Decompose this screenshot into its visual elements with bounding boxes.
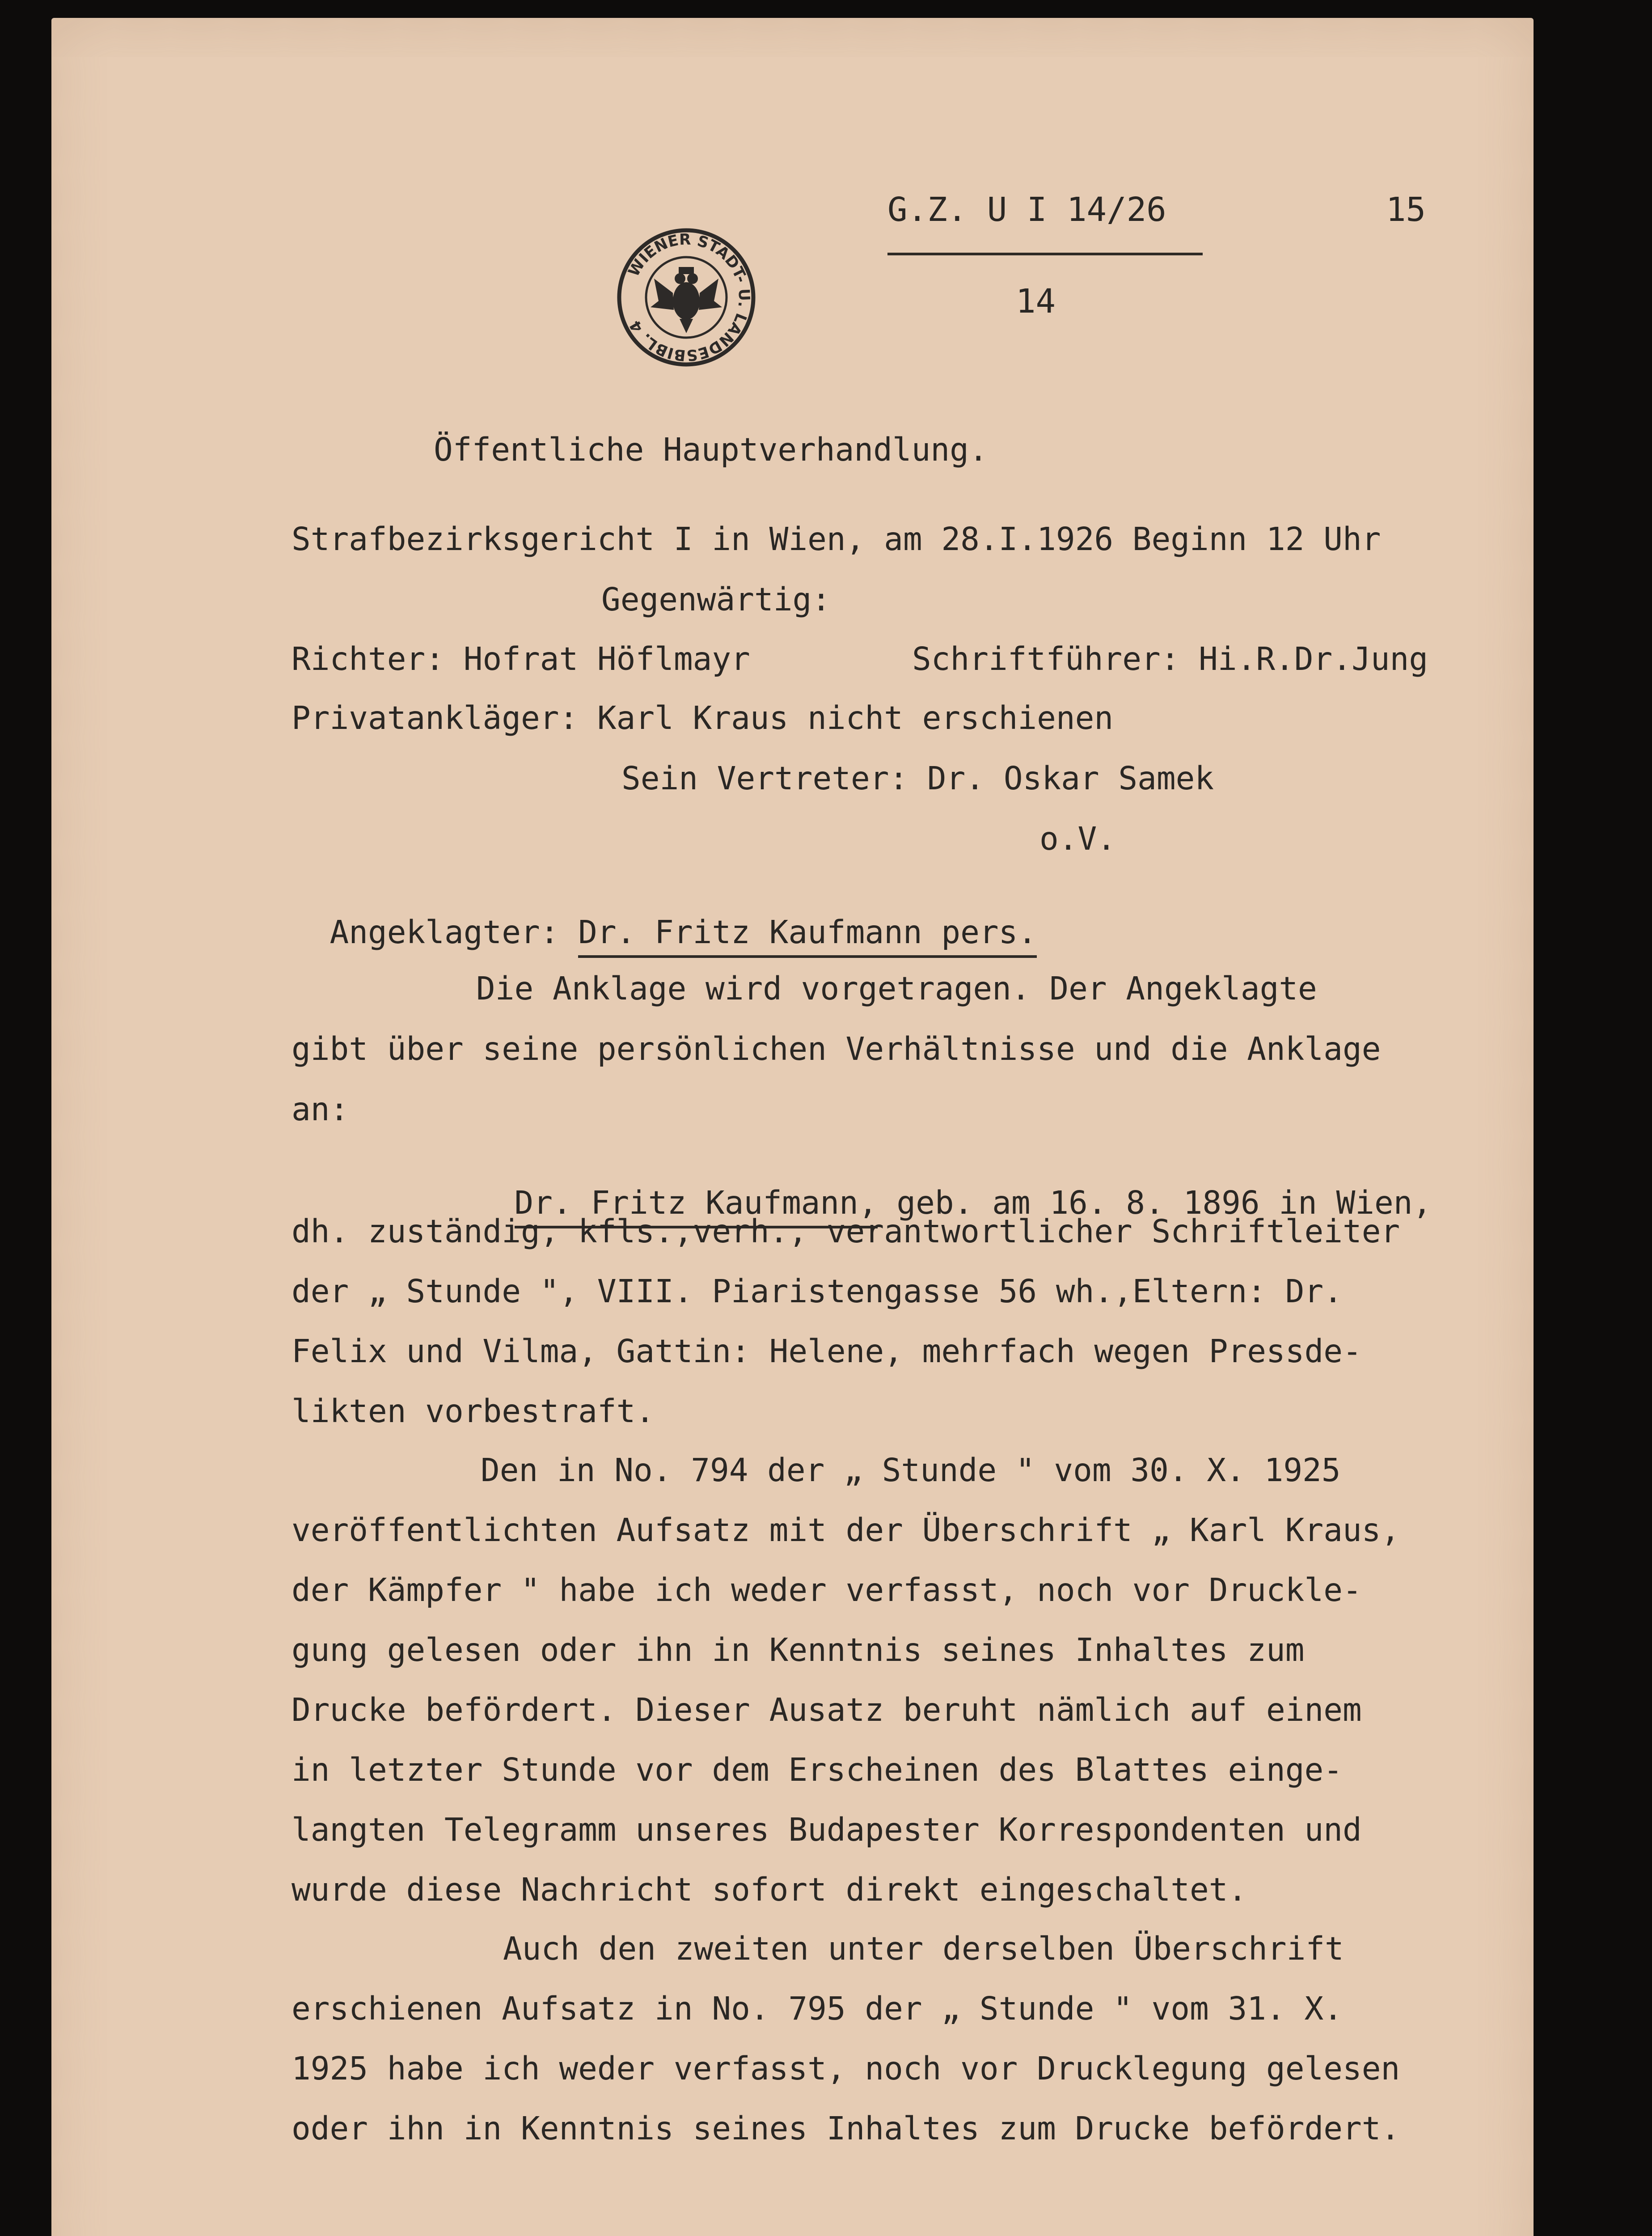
paragraph-line: erschienen Aufsatz in No. 795 der „ Stunde " vom 31. X. bbox=[292, 1990, 1343, 2027]
birth-details: geb. am 16. 8. 1896 in Wien, bbox=[877, 1184, 1432, 1221]
paragraph-line: langten Telegramm unseres Budapester Korrespondenten und bbox=[292, 1811, 1362, 1848]
paragraph-line: an: bbox=[292, 1091, 349, 1128]
eagle-emblem-icon bbox=[651, 267, 722, 333]
paragraph-line: oder ihn in Kenntnis seines Inhaltes zum Drucke befördert. bbox=[292, 2110, 1400, 2147]
paragraph-line bbox=[476, 1155, 1432, 1219]
paragraph-line: Den in No. 794 der „ Stunde " vom 30. X. 1925 bbox=[481, 1452, 1341, 1489]
paragraph-line: likten vorbestraft. bbox=[292, 1393, 655, 1430]
paragraph-line: der Kämpfer " habe ich weder verfasst, noch vor Druckle- bbox=[292, 1571, 1362, 1609]
stamp-text: WIENER STADT- U. LANDESBIBL. 4 bbox=[625, 230, 753, 364]
paragraph-line: wurde diese Nachricht sofort direkt eingeschaltet. bbox=[292, 1871, 1247, 1908]
clerk-line: Schriftführer: Hi.R.Dr.Jung bbox=[912, 640, 1428, 678]
paragraph-line: in letzter Stunde vor dem Erscheinen des Blattes einge- bbox=[292, 1751, 1343, 1788]
defendant-label: Angeklagter: bbox=[330, 914, 559, 951]
paragraph-line: Felix und Vilma, Gattin: Helene, mehrfach wegen Pressde- bbox=[292, 1333, 1362, 1370]
paragraph-line: Auch den zweiten unter derselben Überschrift bbox=[503, 1930, 1344, 1967]
judge-line: Richter: Hofrat Höflmayr bbox=[292, 640, 750, 678]
defendant-line bbox=[292, 885, 1037, 951]
paragraph-line: der „ Stunde ", VIII. Piaristengasse 56 wh.,Eltern: Dr. bbox=[292, 1273, 1343, 1310]
paragraph-line: Drucke befördert. Dieser Ausatz beruht nämlich auf einem bbox=[292, 1691, 1362, 1728]
page-number-secondary: 14 bbox=[1016, 282, 1056, 321]
header-rule bbox=[887, 253, 1203, 255]
file-number: G.Z. U I 14/26 bbox=[887, 191, 1166, 229]
paragraph-line: Die Anklage wird vorgetragen. Der Angeklagte bbox=[476, 970, 1317, 1007]
paragraph-line: veröffentlichten Aufsatz mit der Überschrift „ Karl Kraus, bbox=[292, 1512, 1400, 1549]
present-label: Gegenwärtig: bbox=[601, 581, 831, 618]
plaintiff-line: Privatankläger: Karl Kraus nicht erschienen bbox=[292, 699, 1114, 737]
library-stamp bbox=[615, 226, 758, 369]
paragraph-line: 1925 habe ich weder verfasst, noch vor Drucklegung gelesen bbox=[292, 2050, 1400, 2087]
page-number: 15 bbox=[1386, 191, 1426, 229]
paragraph-line: dh. zuständig, kfls.,verh., verantwortlicher Schriftleiter bbox=[292, 1213, 1400, 1250]
defendant-name-repeat: Dr. Fritz Kaufmann, bbox=[515, 1184, 878, 1228]
court-line: Strafbezirksgericht I in Wien, am 28.I.1926 Beginn 12 Uhr bbox=[292, 521, 1381, 558]
document-title: Öffentliche Hauptverhandlung. bbox=[434, 431, 988, 468]
representative-line: Sein Vertreter: Dr. Oskar Samek bbox=[621, 760, 1214, 797]
defendant-name: Dr. Fritz Kaufmann pers. bbox=[578, 914, 1037, 958]
paragraph-line: gung gelesen oder ihn in Kenntnis seines Inhaltes zum bbox=[292, 1631, 1305, 1669]
paragraph-line: gibt über seine persönlichen Verhältnisse und die Anklage bbox=[292, 1030, 1381, 1067]
representative-suffix: o.V. bbox=[1039, 820, 1116, 857]
